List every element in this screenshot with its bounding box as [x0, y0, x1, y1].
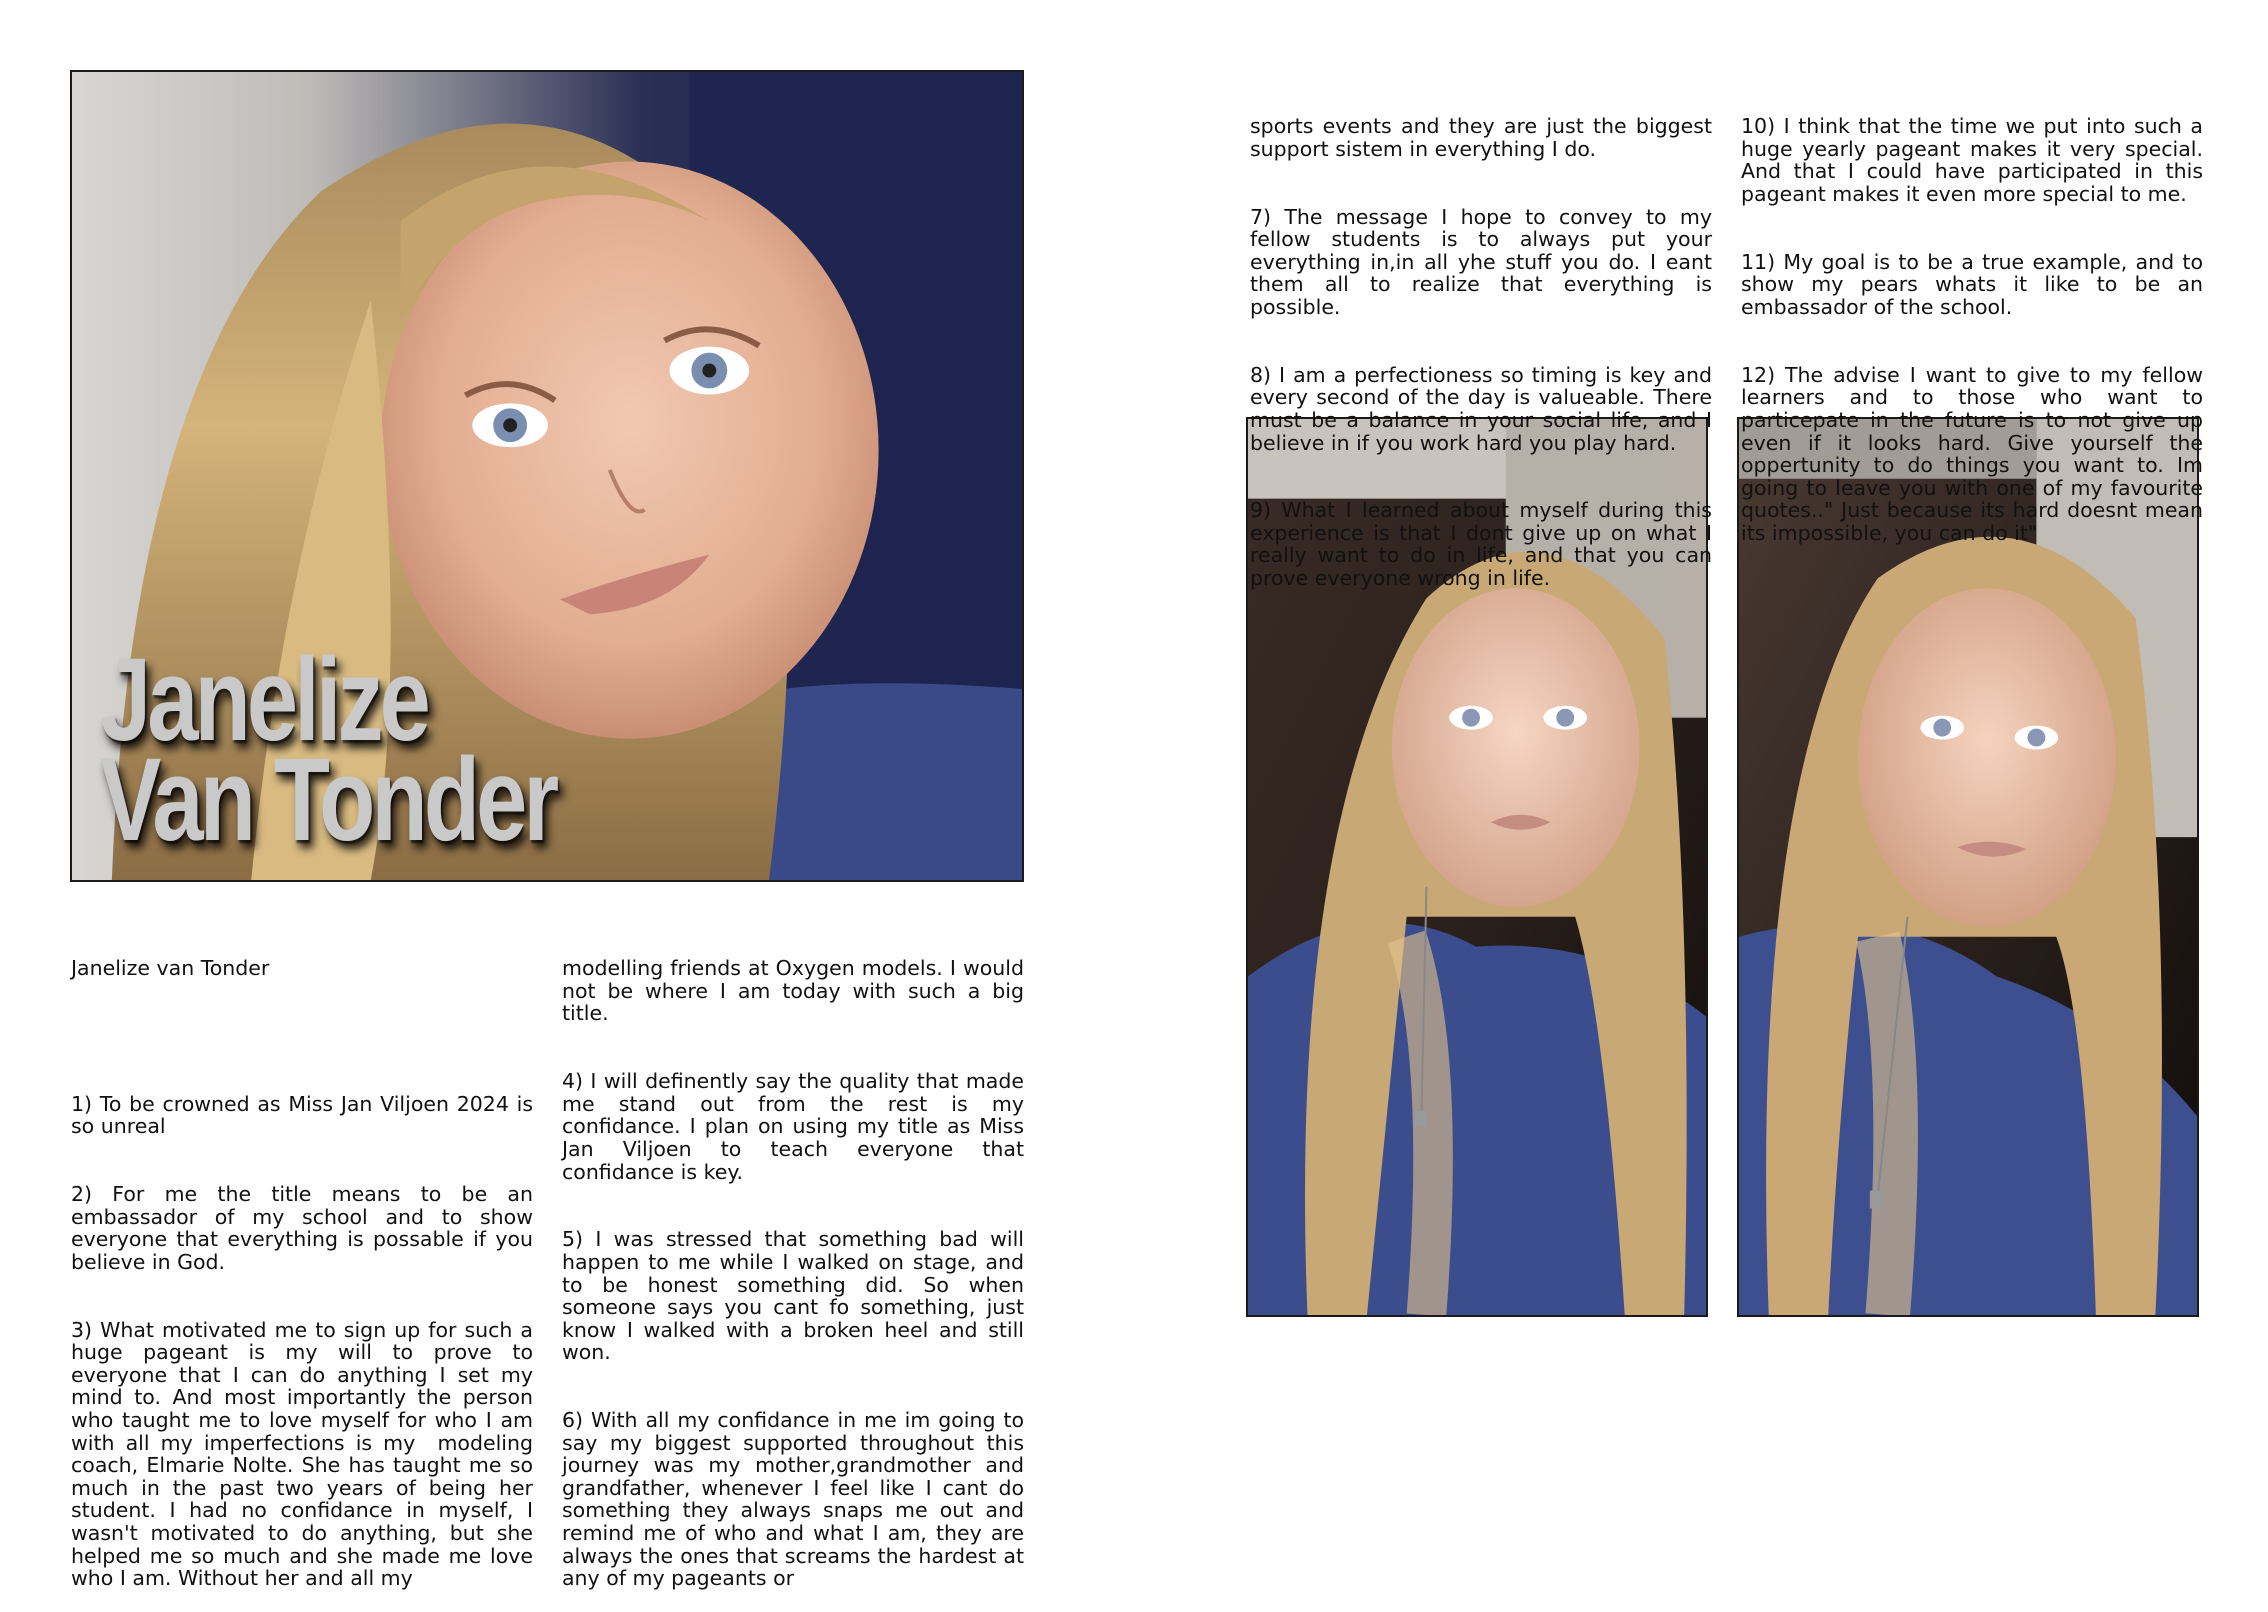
answer-6-continued: sports events and they are just the biggest support sistem in everything I do. [1250, 114, 1719, 161]
title-line-last-name: Van Tonder [100, 734, 556, 866]
answer-10: 10) I think that the time we put into such a huge yearly pageant makes it very special. And that I could have participated in this pageant makes it even more special to me. [1741, 114, 2210, 206]
name-title [100, 634, 556, 866]
answer-6: 6) With all my confidance in me im going to say my biggest supported throughout this journey was my mother,grandmother and grandfather, whenever I feel like I cant do something they always snaps me out and remind me of who and what I am, they are always the ones that screams the hardest at any of my pageants or [562, 1408, 1031, 1591]
text-column-4 [1741, 70, 2210, 567]
text-column-3 [1250, 70, 1719, 612]
title-line-first-name: Janelize [100, 634, 427, 766]
answer-11: 11) My goal is to be a true example, and to show my pears whats it like to be an embassador of the school. [1741, 249, 2210, 319]
column-1-spacer [71, 1025, 533, 1048]
answer-8: 8) I am a perfectioness so timing is key and every second of the day is valueable. There must be a balance in your social life, and I believe in if you work hard you play hard. [1250, 362, 1719, 455]
column-1-heading: Janelize van Tonder [71, 956, 270, 981]
answer-4: 4) I will definently say the quality that made me stand out from the rest is my confidance. I plan on using my title as Miss Jan Viljoen to teach everyone that confidance is key. [562, 1069, 1031, 1184]
answer-2: 2) For me the title means to be an embassador of my school and to show everyone that everything is possable if you believe in God. [71, 1182, 540, 1274]
answer-3-continued: modelling friends at Oxygen models. I would not be where I am today with such a big title. [562, 956, 1031, 1026]
text-column-1 [71, 912, 540, 1612]
answer-5: 5) I was stressed that something bad will happen to me while I walked on stage, and to be honest something did. So when someone says you cant fo something, just know I walked with a broken heel and still won. [562, 1227, 1031, 1365]
answer-3: 3) What motivated me to sign up for such a huge pageant is my will to prove to everyone that I can do anything I set my mind to. And most importantly the person who taught me to love myself for who I am with all my imperfections is my modeling coach, Elmarie Nolte. She has taught me so much in the past two years of being her student. I had no confidance in myself, I wasn't motivated to do anything, but she helped me so much and she made me love who I am. Without her and all my [71, 1317, 540, 1591]
answer-12: 12) The advise I want to give to my fellow learners and to those who want to particepate in the future is to not give up even if it looks hard. Give yourself the oppertunity to do things you want to. Im going to leave you with one of my favourite quotes.." Just because its hard doesnt mean its impossible, you can do it" [1741, 362, 2210, 545]
answer-7: 7) The message I hope to convey to my fellow students is to always put your everything in,in all yhe stuff you do. I eant them all to realize that everything is possible. [1250, 204, 1719, 319]
answer-1: 1) To be crowned as Miss Jan Viljoen 2024 is so unreal [71, 1091, 540, 1139]
answer-9: 9) What I learned about myself during this experience is that I dont give up on what I really want to do in life, and that you can prove everyone wrong in life. [1250, 498, 1719, 591]
text-column-2 [562, 912, 1031, 1612]
